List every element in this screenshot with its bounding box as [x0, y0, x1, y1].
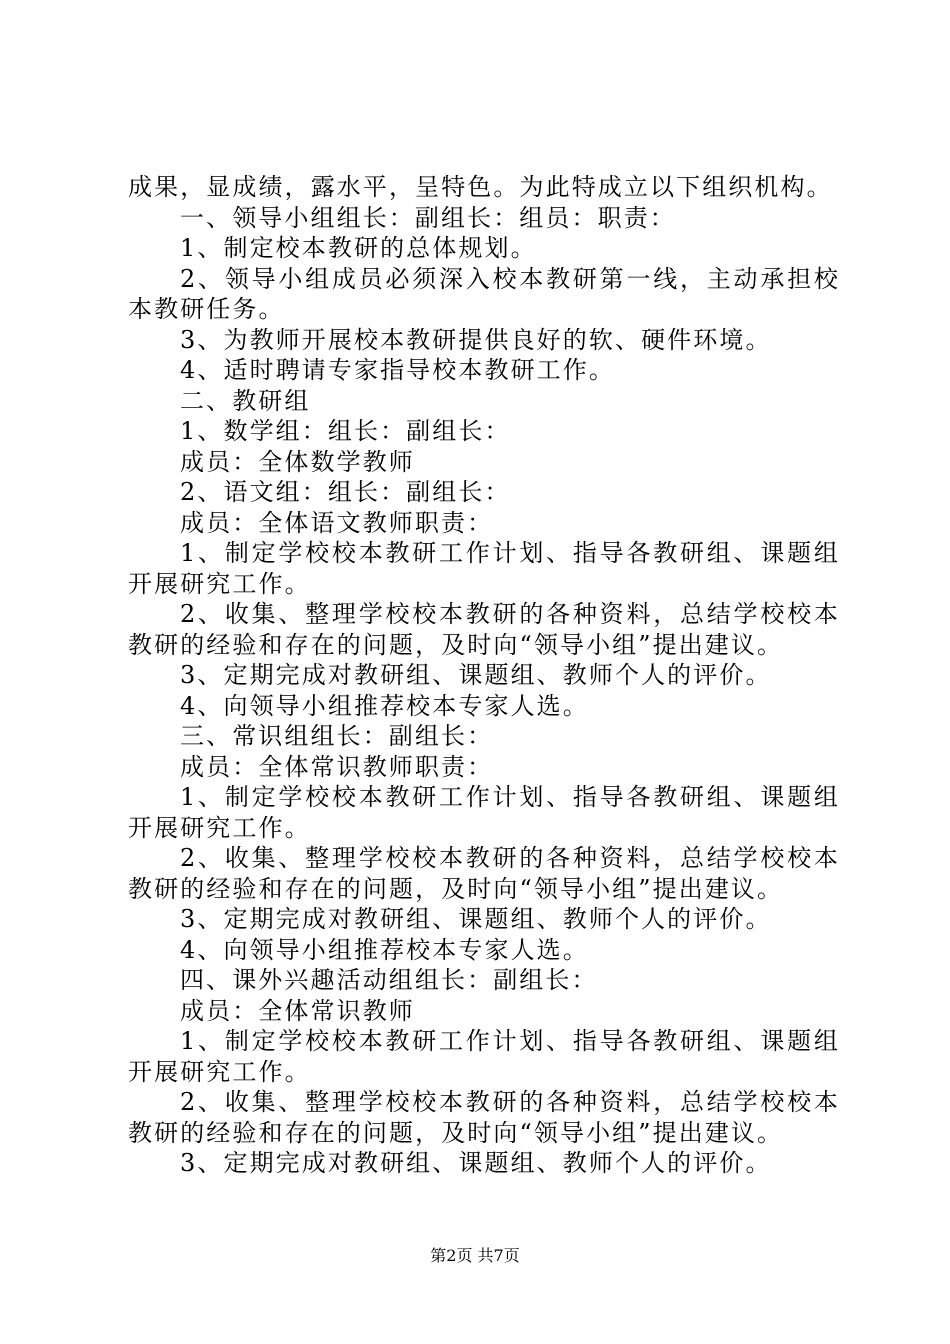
paragraph: 2、领导小组成员必须深入校本教研第一线，主动承担校本教研任务。: [128, 264, 840, 323]
paragraph: 1、数学组：组长：副组长：: [180, 417, 511, 445]
paragraph: 2、语文组：组长：副组长：: [180, 478, 511, 506]
paragraph: 1、制定学校校本教研工作计划、指导各教研组、课题组开展研究工作。: [128, 783, 840, 842]
paragraph: 3、为教师开展校本教研提供良好的软、硬件环境。: [180, 325, 772, 354]
section-heading: 一、领导小组组长：副组长：组员：职责：: [180, 203, 676, 232]
paragraph: 3、定期完成对教研组、课题组、教师个人的评价。: [180, 661, 772, 689]
paragraph: 成员：全体常识教师职责：: [180, 752, 494, 781]
page-number-footer: 第2页 共7页: [430, 1246, 520, 1265]
paragraph: 1、制定校本教研的总体规划。: [180, 234, 537, 262]
section-heading: 二、教研组: [180, 386, 311, 415]
section-heading: 三、常识组组长：副组长：: [180, 722, 494, 750]
paragraph: 1、制定学校校本教研工作计划、指导各教研组、课题组开展研究工作。: [128, 1027, 840, 1086]
document-body: [128, 172, 840, 1179]
paragraph: 成员：全体语文教师职责：: [180, 508, 494, 537]
section-heading: 四、课外兴趣活动组组长：副组长：: [180, 966, 598, 994]
paragraph: 4、向领导小组推荐校本专家人选。: [180, 691, 589, 720]
paragraph: 4、适时聘请专家指导校本教研工作。: [180, 356, 615, 384]
paragraph: 2、收集、整理学校校本教研的各种资料，总结学校校本教研的经验和存在的问题，及时向“领导小组”提出建议。: [128, 600, 840, 659]
paragraph: 3、定期完成对教研组、课题组、教师个人的评价。: [180, 905, 772, 933]
paragraph: 2、收集、整理学校校本教研的各种资料，总结学校校本教研的经验和存在的问题，及时向“领导小组”提出建议。: [128, 1088, 840, 1147]
paragraph: 1、制定学校校本教研工作计划、指导各教研组、课题组开展研究工作。: [128, 539, 840, 598]
paragraph: 2、收集、整理学校校本教研的各种资料，总结学校校本教研的经验和存在的问题，及时向“领导小组”提出建议。: [128, 844, 840, 903]
paragraph: 成员：全体常识教师: [180, 996, 415, 1025]
paragraph: 成果，显成绩，露水平，呈特色。为此特成立以下组织机构。: [128, 173, 833, 201]
paragraph: 成员：全体数学教师: [180, 447, 415, 476]
paragraph: 3、定期完成对教研组、课题组、教师个人的评价。: [180, 1149, 772, 1177]
paragraph: 4、向领导小组推荐校本专家人选。: [180, 935, 589, 964]
